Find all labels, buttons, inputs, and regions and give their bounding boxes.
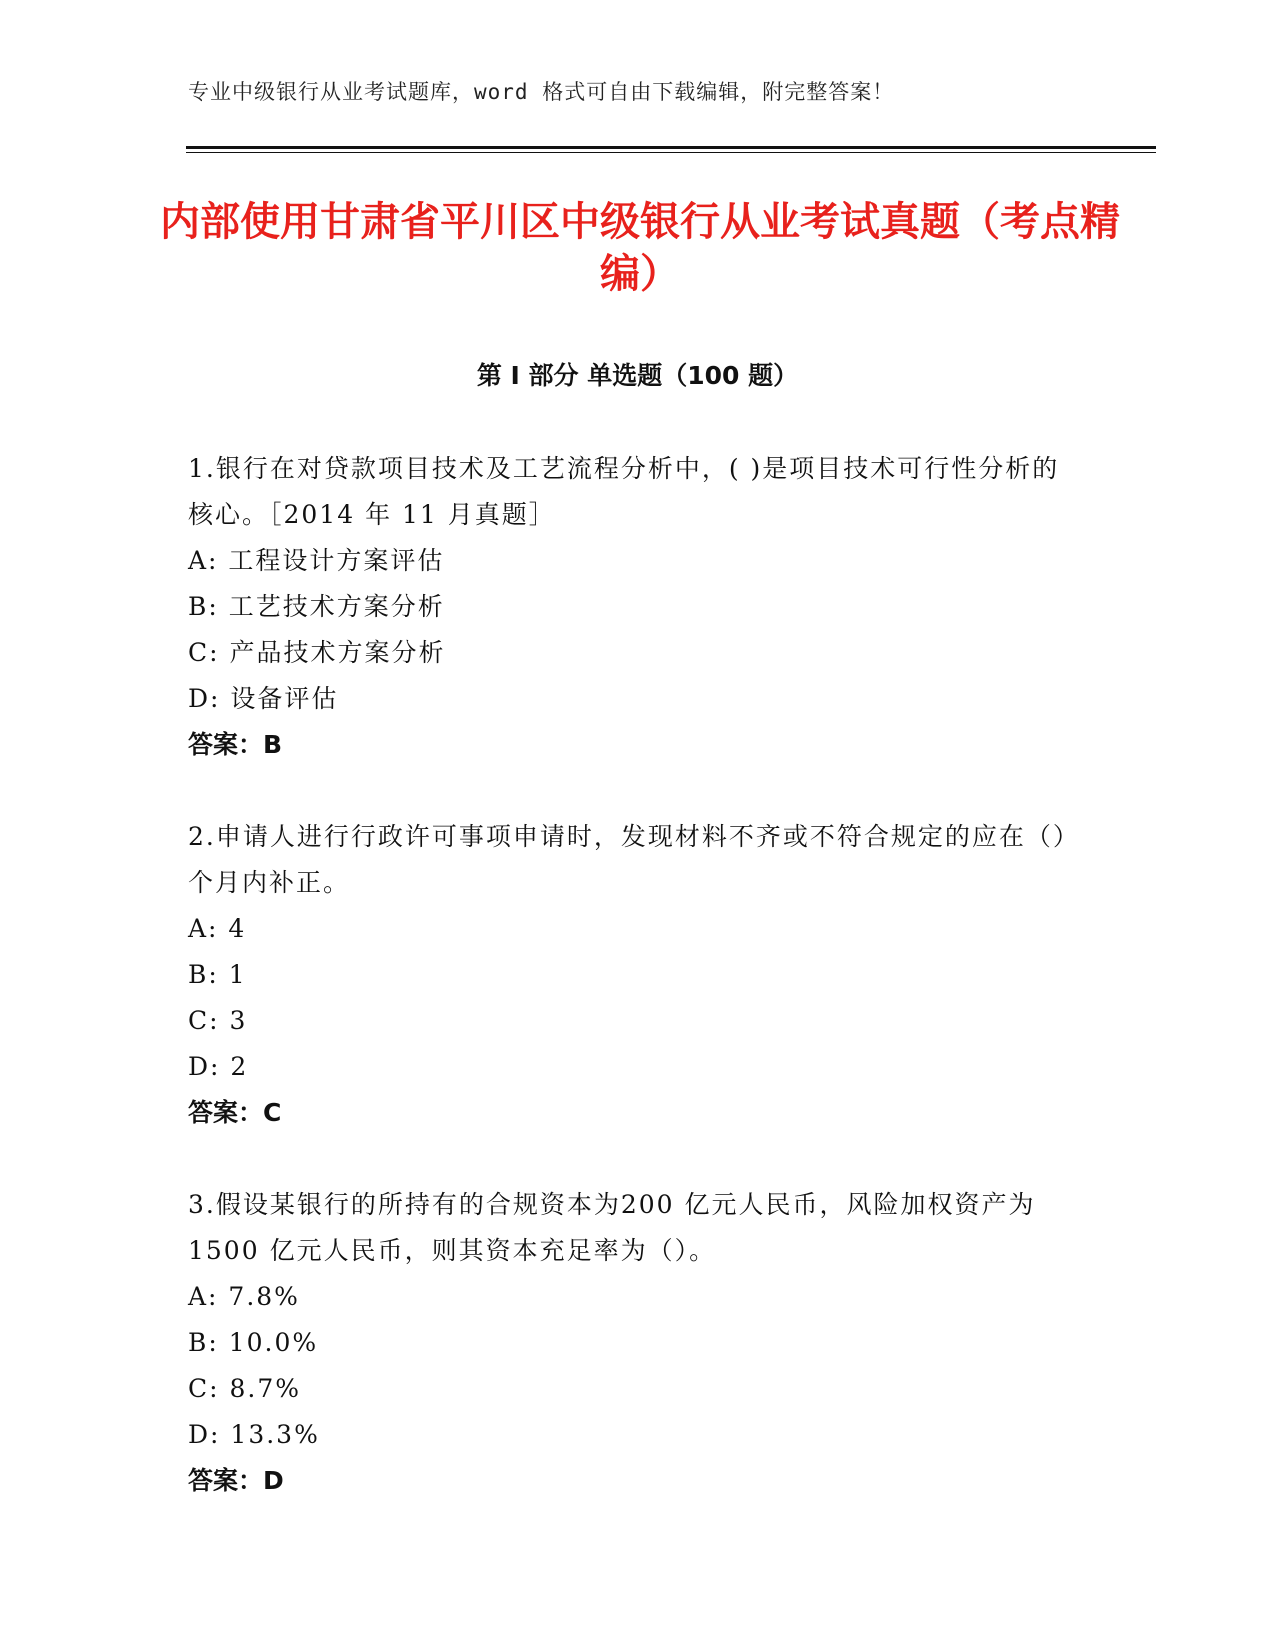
option-c: C: 3 — [188, 1006, 248, 1035]
question-3 — [188, 1182, 1078, 1504]
question-stem: 1.银行在对贷款项目技术及工艺流程分析中，( )是项目技术可行性分析的核心。［2014 年 11 月真题］ — [188, 454, 1060, 529]
question-stem: 2.申请人进行行政许可事项申请时，发现材料不齐或不符合规定的应在（）个月内补正。 — [188, 822, 1068, 897]
answer-line: 答案：B — [188, 730, 283, 759]
page-header-note: 专业中级银行从业考试题库，word 格式可自由下载编辑，附完整答案！ — [188, 80, 895, 104]
document-title: 内部使用甘肃省平川区中级银行从业考试真题（考点精编） — [160, 199, 1120, 297]
option-d: D: 设备评估 — [188, 684, 339, 713]
section-title: 第 I 部分 单选题（100 题） — [476, 361, 799, 390]
option-list — [188, 538, 1078, 722]
option-a: A: 7.8% — [188, 1282, 300, 1311]
question-stem: 3.假设某银行的所持有的合规资本为200 亿元人民币，风险加权资产为1500 亿元人民币，则其资本充足率为（）。 — [188, 1190, 1036, 1265]
option-c: C: 产品技术方案分析 — [188, 638, 446, 667]
option-list — [188, 906, 1078, 1090]
option-d: D: 2 — [188, 1052, 249, 1081]
option-b: B: 10.0% — [188, 1328, 319, 1357]
option-d: D: 13.3% — [188, 1420, 320, 1449]
answer-line: 答案：C — [188, 1098, 282, 1127]
question-list — [188, 446, 1078, 1550]
option-list — [188, 1274, 1078, 1458]
option-a: A: 4 — [188, 914, 247, 943]
question-1 — [188, 446, 1078, 768]
option-a: A: 工程设计方案评估 — [188, 546, 445, 575]
header-divider-thick — [186, 146, 1156, 149]
answer-line: 答案：D — [188, 1466, 284, 1495]
option-b: B: 工艺技术方案分析 — [188, 592, 445, 621]
option-b: B: 1 — [188, 960, 247, 989]
header-divider-thin — [186, 152, 1156, 153]
question-2 — [188, 814, 1078, 1136]
option-c: C: 8.7% — [188, 1374, 302, 1403]
